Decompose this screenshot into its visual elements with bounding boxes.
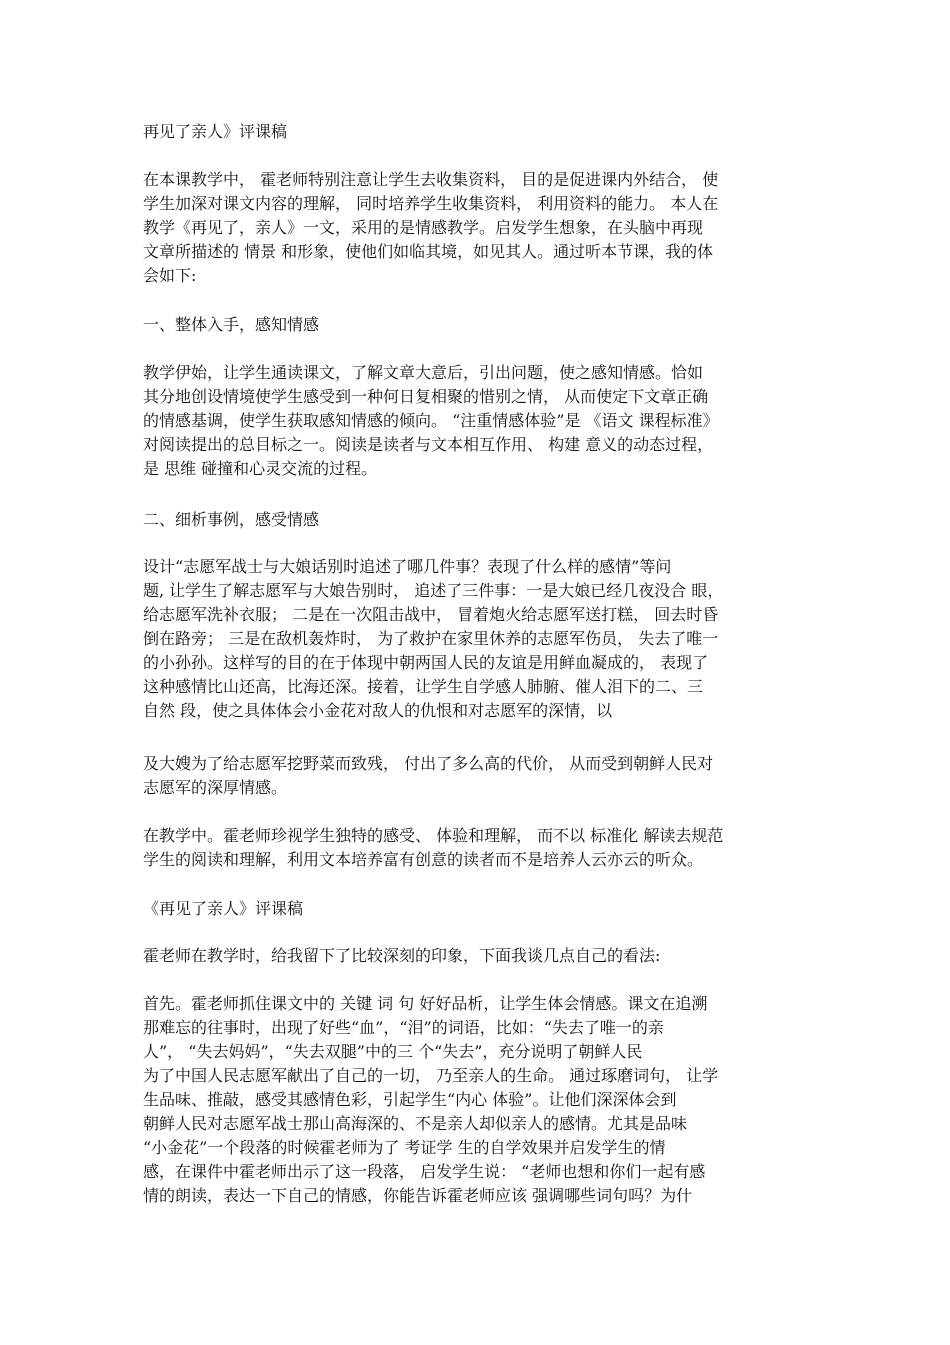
section3-line: 学生的阅读和理解，利用文本培养富有创意的读者而不是培养人云亦云的听众。	[143, 850, 704, 869]
second-intro	[143, 944, 811, 968]
intro-line: 文章所描述的 情景 和形象，使他们如临其境，如见其人。通过听本节课，我的体	[143, 242, 714, 261]
section3-paragraph	[143, 824, 811, 872]
intro-line: 会如下:	[143, 266, 197, 285]
first-point-line: 感，在课件中霍老师出示了这一段落， 启发学生说： “老师也想和你们一起有感	[143, 1162, 706, 1181]
first-point-line: 生品味、推敲，感受其感情色彩，引起学生“内心 体验”。让他们深深体会到	[143, 1090, 677, 1109]
first-point-paragraph	[143, 992, 811, 1208]
section2-line: 倒在路旁； 三是在敌机轰炸时， 为了救护在家里休养的志愿军伤员， 失去了唯一	[143, 629, 719, 648]
intro-paragraph	[143, 168, 811, 288]
section1-line: 的情感基调，使学生获取感知情感的倾向。 “注重情感体验”是 《语文 课程标准》	[143, 411, 719, 430]
section2-heading	[143, 508, 811, 532]
section1-line: 对阅读提出的总目标之一。阅读是读者与文本相互作用、 构建 意义的动态过程，	[143, 435, 714, 454]
second-intro-text: 霍老师在教学时，给我留下了比较深刻的印象，下面我谈几点自己的看法:	[143, 946, 661, 965]
document-title-text: 再见了亲人》评课稿	[143, 122, 288, 141]
section1-line: 是 思维 碰撞和心灵交流的过程。	[143, 459, 378, 478]
second-title	[143, 897, 811, 921]
section1-paragraph	[143, 361, 811, 481]
section2-line: 设计“志愿军战士与大娘话别时追述了哪几件事？表现了什么样的感情”等问	[143, 557, 672, 576]
first-point-line: 朝鲜人民对志愿军战士那山高海深的、不是亲人却似亲人的感情。尤其是品味	[143, 1114, 688, 1133]
intro-line: 在本课教学中， 霍老师特别注意让学生去收集资料， 目的是促进课内外结合， 使	[143, 170, 719, 189]
section2-continuation	[143, 752, 811, 800]
first-point-line: 情的朗读，表达一下自己的情感，你能告诉霍老师应该 强调哪些词句吗？为什	[143, 1186, 693, 1205]
section1-heading	[143, 313, 811, 337]
section2-line: 这种感情比山还高，比海还深。接着，让学生自学感人肺腑、催人泪下的二、三	[143, 677, 704, 696]
second-title-text: 《再见了亲人》评课稿	[143, 899, 304, 918]
section2-line: 题, 让学生了解志愿军与大娘告别时， 追述了三件事：一是大娘已经几夜没合 眼，	[143, 581, 724, 600]
document-title	[143, 120, 811, 144]
first-point-line: “小金花”一个段落的时候霍老师为了 考证学 生的自学效果并启发学生的情	[143, 1138, 666, 1157]
first-point-line: 为了中国人民志愿军献出了自己的一切， 乃至亲人的生命。 通过琢磨词句， 让学	[143, 1066, 719, 1085]
section1-heading-text: 一、整体入手，感知情感	[143, 315, 320, 334]
section2-cont-line: 及大嫂为了给志愿军挖野菜而致残， 付出了多么高的代价， 从而受到朝鲜人民对	[143, 754, 714, 773]
section3-line: 在教学中。霍老师珍视学生独特的感受、 体验和理解， 而不以 标准化 解读去规范	[143, 826, 724, 845]
section2-line: 自然 段，使之具体体会小金花对敌人的仇恨和对志愿军的深情，以	[143, 701, 613, 720]
section2-line: 的小孙孙。这样写的目的在于体现中朝两国人民的友谊是用鲜血凝成的， 表现了	[143, 653, 709, 672]
section2-line: 给志愿军洗补衣服； 二是在一次阻击战中， 冒着炮火给志愿军送打糕， 回去时昏	[143, 605, 719, 624]
first-point-line: 那难忘的往事时，出现了好些“血”，“泪”的词语，比如：“失去了唯一的亲	[143, 1018, 664, 1037]
first-point-line: 首先。霍老师抓住课文中的 关键 词 句 好好品析，让学生体会情感。课文在追溯	[143, 994, 708, 1013]
section1-line: 教学伊始，让学生通读课文，了解文章大意后，引出问题，使之感知情感。恰如	[143, 363, 704, 382]
intro-line: 学生加深对课文内容的理解， 同时培养学生收集资料， 利用资料的能力。 本人在	[143, 194, 719, 213]
section2-paragraph	[143, 555, 811, 723]
section2-heading-text: 二、细析事例，感受情感	[143, 510, 320, 529]
section2-cont-line: 志愿军的深厚情感。	[143, 778, 288, 797]
first-point-line: 人”， “失去妈妈”，“失去双腿”中的三 个“失去”，充分说明了朝鲜人民	[143, 1042, 643, 1061]
section1-line: 其分地创设情境使学生感受到一种何日复相聚的惜别之情， 从而使定下文章正确	[143, 387, 709, 406]
intro-line: 教学《再见了，亲人》一文，采用的是情感教学。启发学生想象，在头脑中再现	[143, 218, 704, 237]
